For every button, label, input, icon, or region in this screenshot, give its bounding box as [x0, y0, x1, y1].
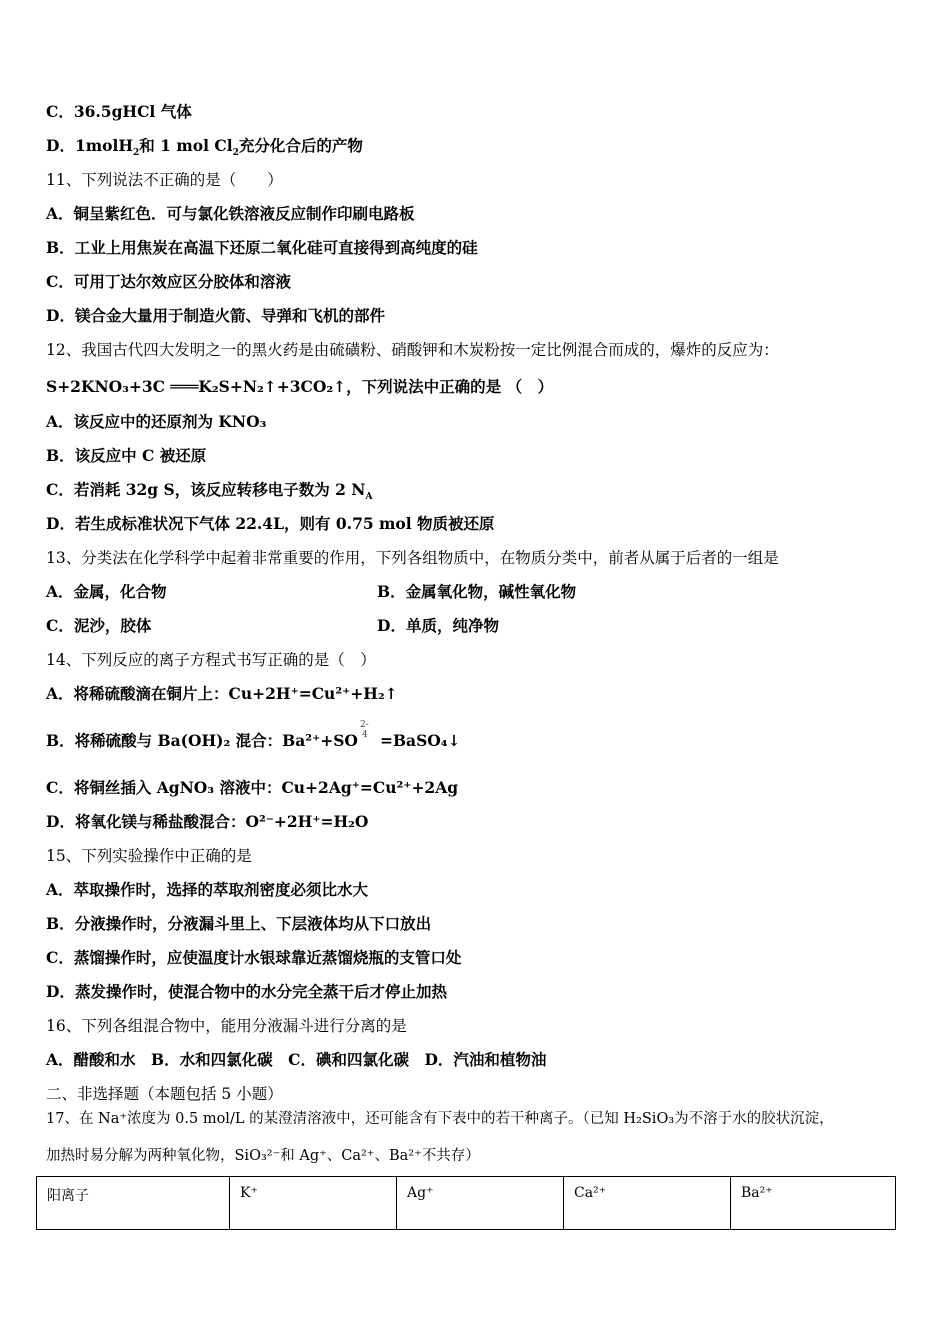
option-14b-part2: =BaSO₄↓	[379, 731, 461, 750]
question-13: 13、分类法在化学科学中起着非常重要的作用，下列各组物质中，在物质分类中，前者从属于后者的一组是	[46, 549, 779, 567]
option-15a: A．萃取操作时，选择的萃取剂密度必须比水大	[46, 880, 369, 899]
option-10c: C．36.5gHCl 气体	[46, 102, 192, 121]
option-10d-part3: 充分化合后的产物	[238, 136, 363, 155]
question-16: 16、下列各组混合物中，能用分液漏斗进行分离的是	[46, 1017, 407, 1035]
option-15d: D．蒸发操作时，使混合物中的水分完全蒸干后才停止加热	[46, 982, 447, 1001]
option-13b: B．金属氧化物，碱性氧化物	[377, 582, 577, 601]
table-cell: Ag⁺	[397, 1177, 564, 1230]
option-10d	[46, 136, 363, 159]
option-13d: D．单质，纯净物	[377, 616, 499, 635]
option-11b: B．工业上用焦炭在高温下还原二氧化硅可直接得到高纯度的硅	[46, 238, 478, 257]
option-10d-part1: D．1molH	[46, 136, 133, 155]
question-11: 11、下列说法不正确的是（ ）	[46, 171, 283, 189]
option-12c	[46, 480, 373, 503]
option-12c-text: C．若消耗 32g S，该反应转移电子数为 2 N	[46, 480, 366, 499]
option-15c: C．蒸馏操作时，应使温度计水银球靠近蒸馏烧瓶的支管口处	[46, 948, 462, 967]
option-14b-part1: B．将稀硫酸与 Ba(OH)₂ 混合：Ba²⁺+SO	[46, 731, 358, 750]
question-12: 12、我国古代四大发明之一的黑火药是由硫磺粉、硝酸钾和木炭粉按一定比例混合而成的，爆炸的反应为：	[46, 341, 779, 359]
option-13a: A．金属，化合物	[46, 582, 167, 601]
option-12d: D．若生成标准状况下气体 22.4L，则有 0.75 mol 物质被还原	[46, 514, 495, 533]
option-14a: A．将稀硫酸滴在铜片上：Cu+2H⁺=Cu²⁺+H₂↑	[46, 684, 398, 703]
option-11a: A．铜呈紫红色．可与氯化铁溶液反应制作印刷电路板	[46, 204, 415, 223]
option-14c: C．将铜丝插入 AgNO₃ 溶液中：Cu+2Ag⁺=Cu²⁺+2Ag	[46, 778, 459, 797]
question-17-line2: 加热时易分解为两种氧化物，SiO₃²⁻和 Ag⁺、Ca²⁺、Ba²⁺不共存）	[46, 1148, 480, 1164]
option-14d: D．将氧化镁与稀盐酸混合：O²⁻+2H⁺=H₂O	[46, 812, 369, 831]
option-10d-sub1: 2	[133, 148, 140, 159]
question-14: 14、下列反应的离子方程式书写正确的是（ ）	[46, 651, 376, 669]
option-10d-part2: 和 1 mol Cl	[139, 136, 233, 155]
table-header-cell: 阳离子	[37, 1177, 230, 1230]
option-12a: A．该反应中的还原剂为 KNO₃	[46, 412, 267, 431]
sulfate-charge	[358, 720, 380, 751]
sulfate-sub: 4	[361, 730, 368, 740]
options-16: A．醋酸和水 B．水和四氯化碳 C．碘和四氯化碳 D．汽油和植物油	[46, 1050, 547, 1069]
question-15: 15、下列实验操作中正确的是	[46, 847, 252, 865]
table-cell: Ca²⁺	[564, 1177, 731, 1230]
sulfate-sup: 2-	[359, 720, 369, 730]
option-13c: C．泥沙，胶体	[46, 616, 152, 635]
option-12c-sub: A	[365, 492, 373, 503]
table-cell: K⁺	[230, 1177, 397, 1230]
table-cell: Ba²⁺	[731, 1177, 896, 1230]
question-17-line1: 17、在 Na⁺浓度为 0.5 mol/L 的某澄清溶液中，还可能含有下表中的若干种离子。（已知 H₂SiO₃为不溶于水的胶状沉淀，	[46, 1111, 834, 1127]
table-row	[37, 1177, 896, 1230]
question-12-equation: S+2KNO₃+3C ═══K₂S+N₂↑+3CO₂↑，下列说法中正确的是 （ ）	[46, 377, 554, 396]
option-15b: B．分液操作时，分液漏斗里上、下层液体均从下口放出	[46, 914, 432, 933]
section-heading: 二、非选择题（本题包括 5 小题）	[46, 1085, 283, 1103]
option-11d: D．镁合金大量用于制造火箭、导弹和飞机的部件	[46, 306, 385, 325]
option-11c: C．可用丁达尔效应区分胶体和溶液	[46, 272, 291, 291]
option-14b	[46, 720, 461, 751]
option-12b: B．该反应中 C 被还原	[46, 446, 207, 465]
ion-table	[36, 1176, 896, 1230]
option-10d-sub2: 2	[232, 148, 239, 159]
